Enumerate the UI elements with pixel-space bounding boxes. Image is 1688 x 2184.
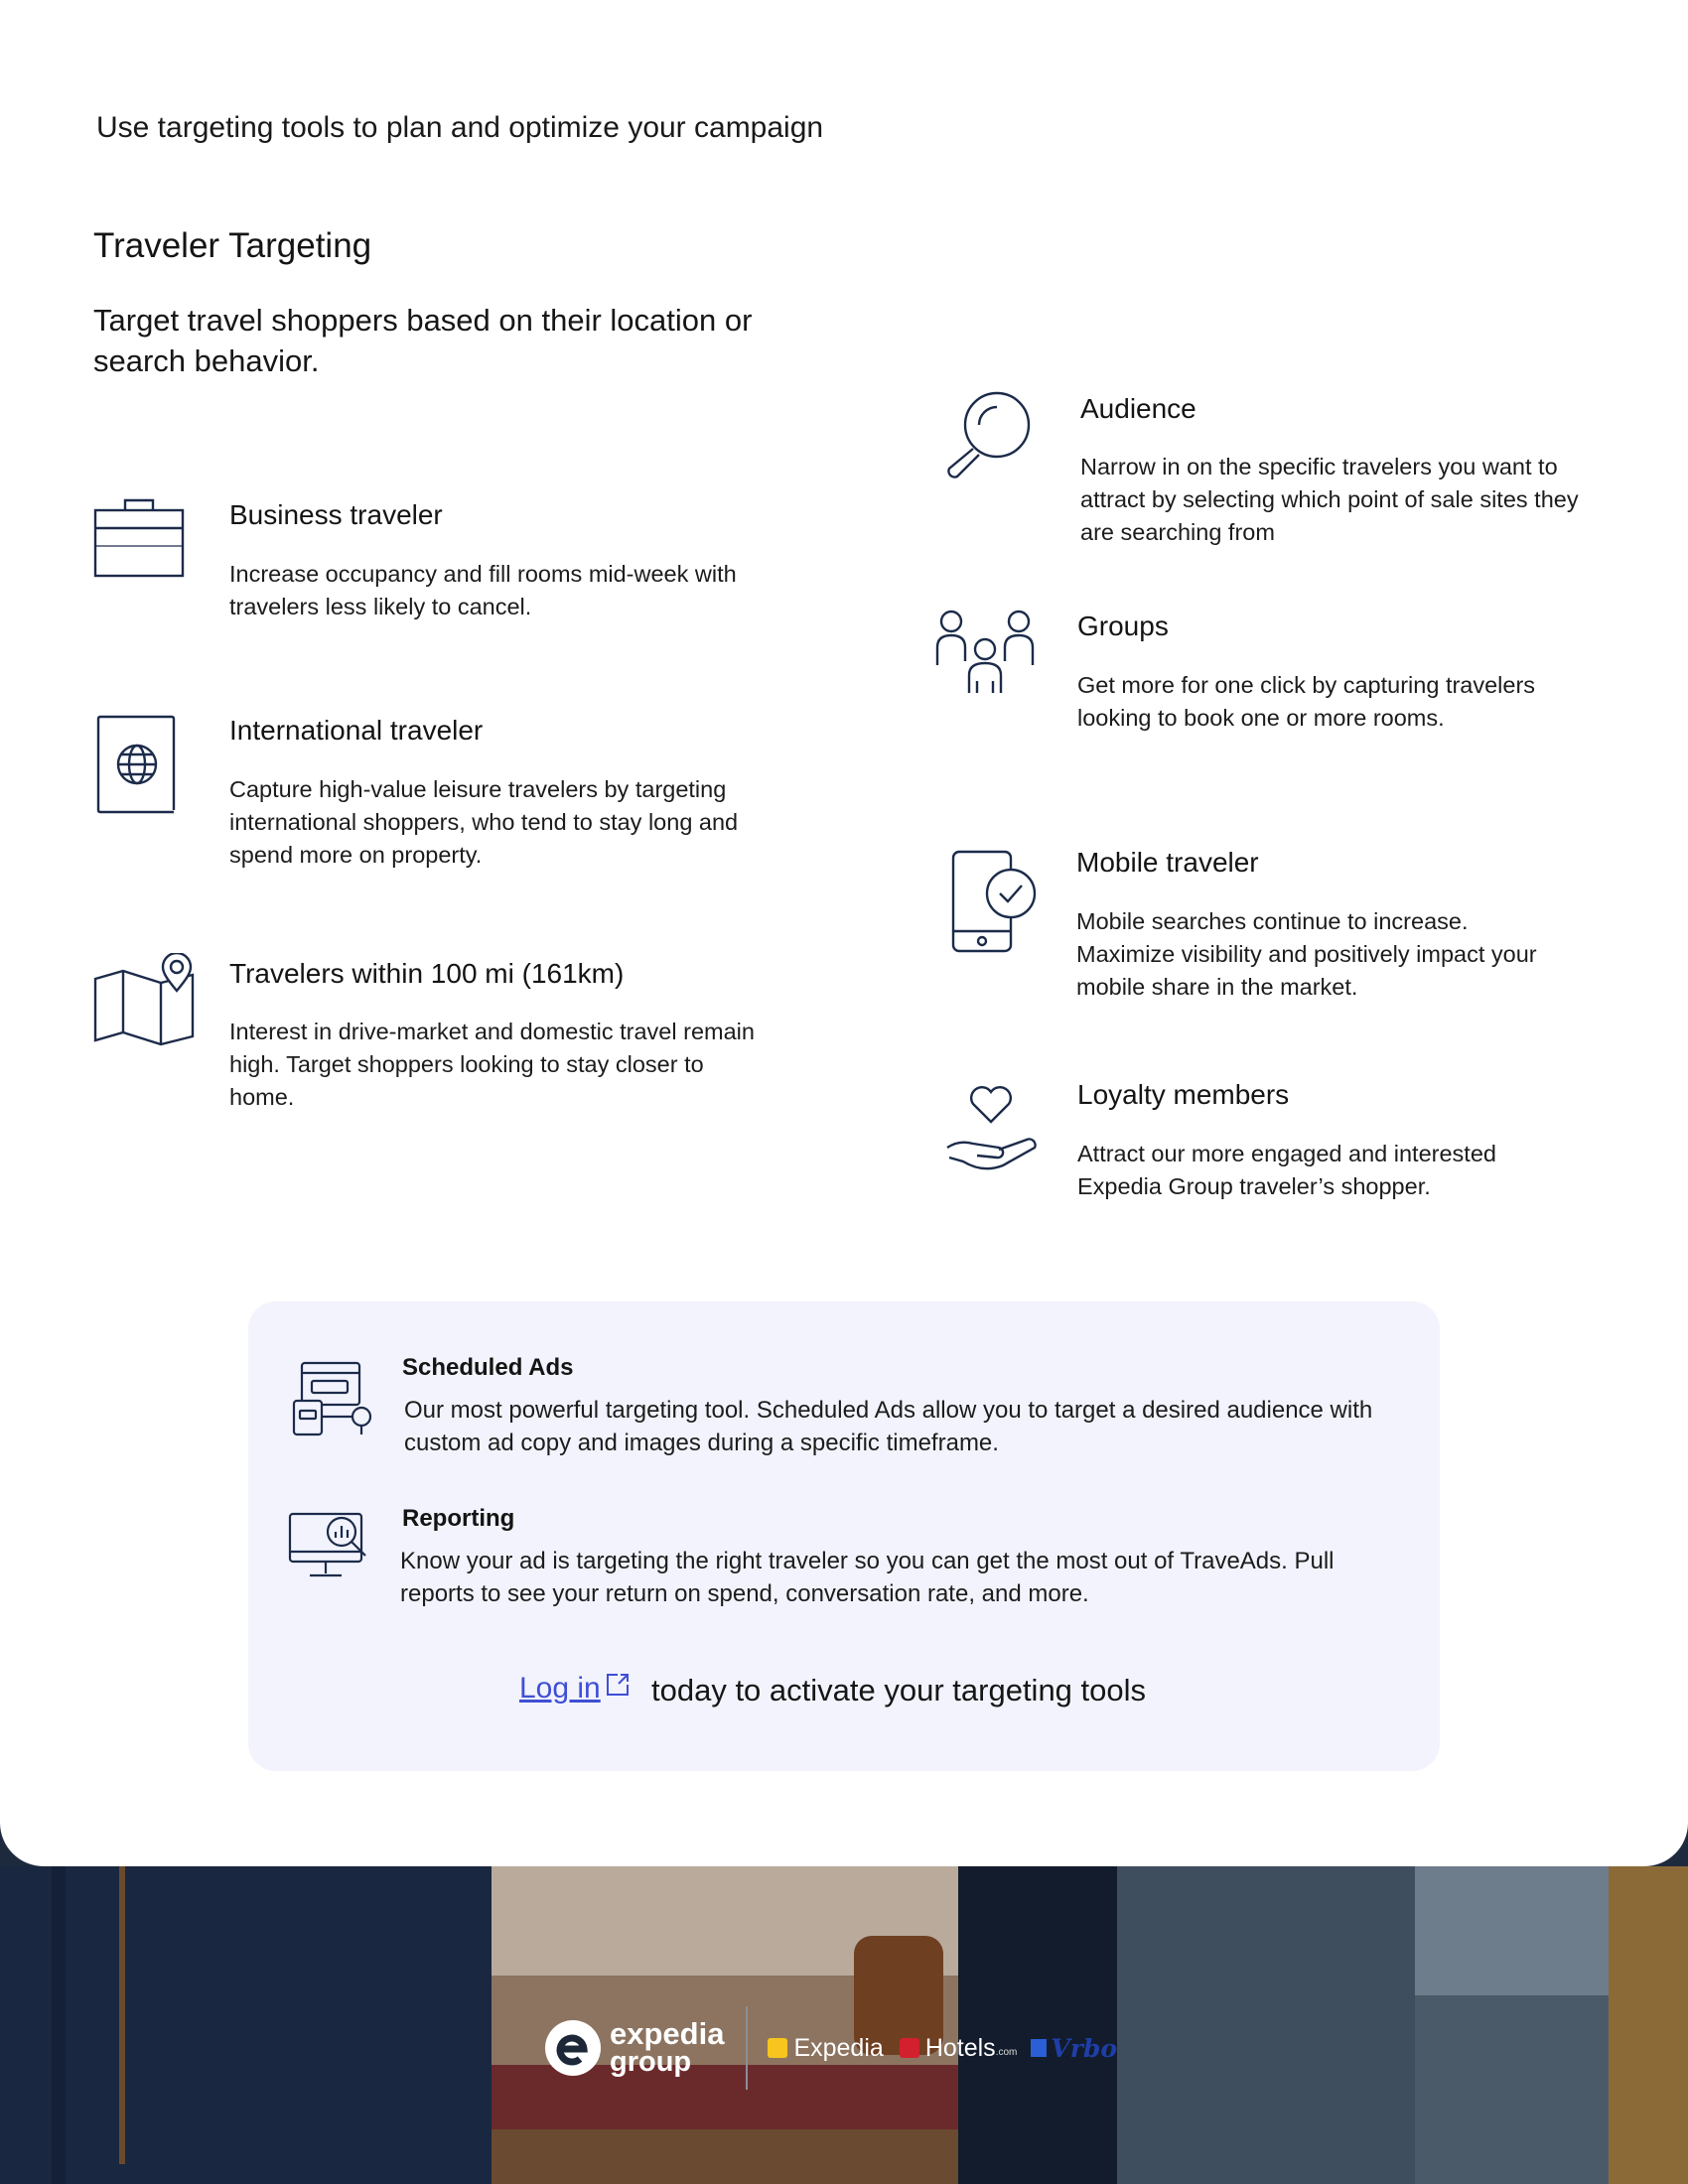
brand-hotels: Hotels xyxy=(924,2033,996,2062)
scheduled-ads-desc: Our most powerful targeting tool. Scheduled Ads allow you to target a desired audience with custom ad copy and images during a specific timeframe. xyxy=(404,1397,1373,1456)
heart-hand-icon xyxy=(943,1082,1041,1171)
map-pin-icon xyxy=(93,953,197,1048)
logo-line2: group xyxy=(610,2046,692,2078)
item-desc-within-100mi: Interest in drive-market and domestic travel remain high. Target shoppers looking to stay closer to home. xyxy=(229,1019,755,1110)
section-title: Traveler Targeting xyxy=(93,226,372,265)
item-title-audience: Audience xyxy=(1080,393,1196,424)
brand-hotels-suffix: .com xyxy=(995,2046,1018,2058)
item-title-business: Business traveler xyxy=(229,499,443,530)
expedia-group-wordmark xyxy=(610,2016,725,2078)
item-title-loyalty: Loyalty members xyxy=(1077,1079,1290,1110)
footer-logo-strip xyxy=(544,2000,1130,2096)
expedia-group-logo-icon xyxy=(544,2019,602,2077)
vrbo-brand-icon xyxy=(1031,2039,1047,2057)
intro-text: Use targeting tools to plan and optimize your campaign xyxy=(96,111,824,144)
passport-globe-icon xyxy=(96,715,180,816)
footer-photo xyxy=(0,1866,1688,2184)
item-desc-business: Increase occupancy and fill rooms mid-week with travelers less likely to cancel. xyxy=(229,561,737,619)
magnifier-icon xyxy=(939,389,1035,478)
briefcase-icon xyxy=(93,496,185,580)
targeting-tools-callout xyxy=(248,1301,1440,1771)
item-desc-international: Capture high-value leisure travelers by targeting international shoppers, who tend to stay long and spend more on property. xyxy=(229,776,739,868)
hotels-brand-icon xyxy=(900,2038,919,2058)
scheduled-ads-title: Scheduled Ads xyxy=(402,1354,574,1381)
reporting-title: Reporting xyxy=(402,1505,515,1532)
section-lead: Target travel shoppers based on their location or search behavior. xyxy=(93,303,753,378)
brand-vrbo: Vrbo xyxy=(1051,2033,1118,2063)
group-people-icon xyxy=(933,606,1037,697)
item-desc-loyalty: Attract our more engaged and interested Expedia Group traveler’s shopper. xyxy=(1077,1141,1496,1199)
external-link-icon[interactable] xyxy=(605,1672,631,1703)
brand-expedia: Expedia xyxy=(793,2033,884,2062)
item-title-within-100mi: Travelers within 100 mi (161km) xyxy=(229,958,625,989)
scheduled-ads-icon xyxy=(292,1359,375,1438)
item-desc-groups: Get more for one click by capturing travelers looking to book one or more rooms. xyxy=(1077,672,1536,731)
item-title-mobile: Mobile traveler xyxy=(1076,847,1259,878)
reporting-monitor-icon xyxy=(288,1510,371,1583)
item-title-international: International traveler xyxy=(229,715,484,746)
expedia-brand-icon xyxy=(768,2038,787,2058)
login-link-text[interactable]: Log in xyxy=(519,1672,601,1705)
login-link[interactable] xyxy=(519,1672,631,1706)
logo-line1: expedia xyxy=(610,2016,725,2051)
logo-divider xyxy=(746,2006,748,2090)
mobile-check-icon xyxy=(951,850,1039,955)
reporting-desc: Know your ad is targeting the right traveler so you can get the most out of TraveAds. Pull reports to see your return on spend, conversation rate, and more. xyxy=(400,1548,1335,1607)
item-desc-mobile: Mobile searches continue to increase. Maximize visibility and positively impact your mobile share in the market. xyxy=(1076,908,1537,1000)
cta-text: today to activate your targeting tools xyxy=(651,1673,1147,1707)
item-title-groups: Groups xyxy=(1077,611,1169,641)
item-desc-audience: Narrow in on the specific travelers you want to attract by selecting which point of sale sites they are searching from xyxy=(1080,454,1579,545)
